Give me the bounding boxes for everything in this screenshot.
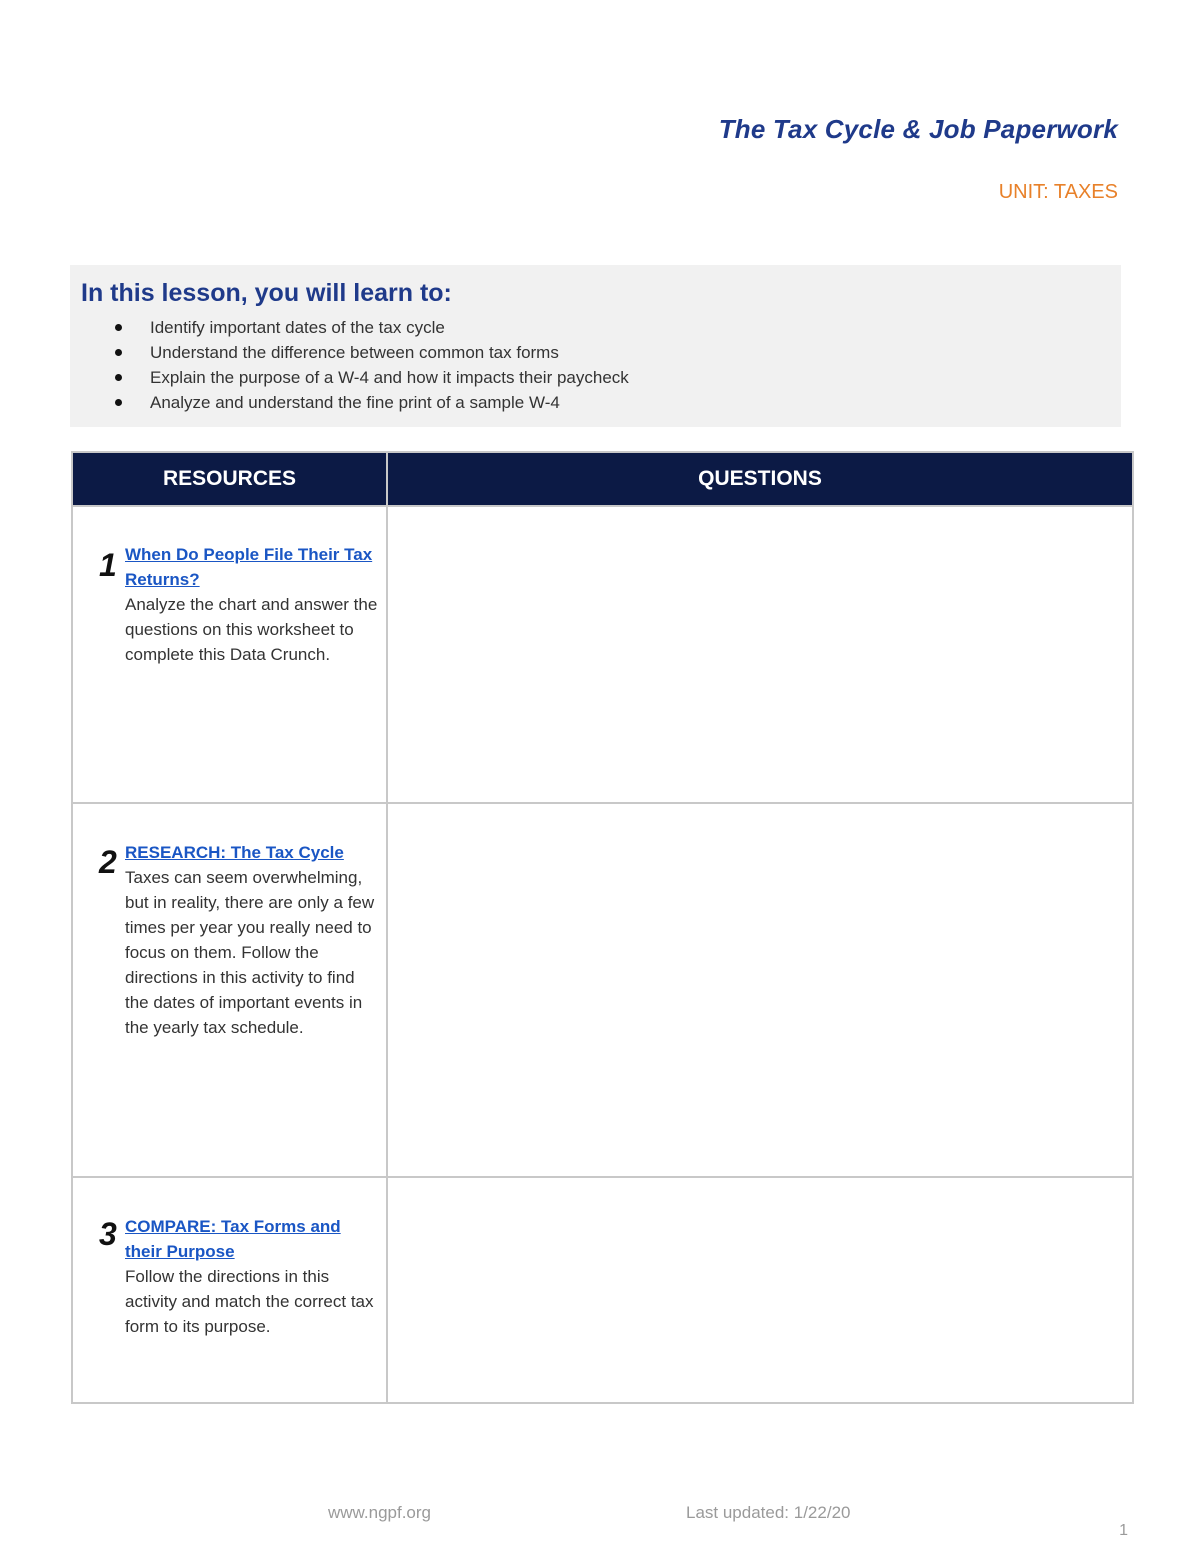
resource-number: 1 [99,547,117,583]
resources-table [71,451,1134,1404]
resource-description: Follow the directions in this activity and match the correct tax form to its purpose. [125,1267,374,1336]
table-header-row [72,452,1133,506]
resource-description: Analyze the chart and answer the questions on this worksheet to complete this Data Crunch. [125,595,378,664]
resources-header: RESOURCES [72,452,387,506]
resource-cell [72,803,387,1177]
table-row [72,1177,1133,1403]
resource-cell [72,1177,387,1403]
resource-content [125,1214,378,1339]
resource-content [125,542,378,667]
table-row [72,803,1133,1177]
objective-text: Analyze and understand the fine print of a sample W-4 [150,393,560,412]
objective-text: Explain the purpose of a W-4 and how it impacts their paycheck [150,368,629,387]
unit-label: UNIT: TAXES [998,181,1118,203]
objectives-list [115,315,629,415]
lesson-heading: In this lesson, you will learn to: [81,279,452,307]
resource-number: 3 [99,1216,117,1252]
footer-url[interactable]: www.ngpf.org [328,1503,431,1522]
bullet-icon [115,399,122,406]
resource-cell [72,506,387,803]
resource-content [125,840,378,1040]
objective-item [115,365,629,390]
resource-link[interactable]: RESEARCH: The Tax Cycle [125,843,344,862]
resource-link[interactable]: When Do People File Their Tax Returns? [125,545,373,589]
questions-cell[interactable] [387,803,1133,1177]
objective-text: Understand the difference between common tax forms [150,343,559,362]
bullet-icon [115,324,122,331]
document-title: The Tax Cycle & Job Paperwork [718,114,1118,144]
bullet-icon [115,374,122,381]
objective-item [115,340,629,365]
table-row [72,506,1133,803]
bullet-icon [115,349,122,356]
questions-cell[interactable] [387,506,1133,803]
resource-number: 2 [99,844,117,880]
resource-description: Taxes can seem overwhelming, but in reality, there are only a few times per year you really need to focus on them. Follow the directions in this activity to find the dates of important events in the yearly tax schedule. [125,868,375,1037]
objective-item [115,315,629,340]
objective-text: Identify important dates of the tax cycle [150,318,445,337]
questions-cell[interactable] [387,1177,1133,1403]
questions-header: QUESTIONS [387,452,1133,506]
page-number: 1 [1119,1522,1128,1539]
lesson-objectives-box [70,265,1121,427]
objective-item [115,390,629,415]
resource-link[interactable]: COMPARE: Tax Forms and their Purpose [125,1217,341,1261]
footer-updated: Last updated: 1/22/20 [686,1503,851,1522]
